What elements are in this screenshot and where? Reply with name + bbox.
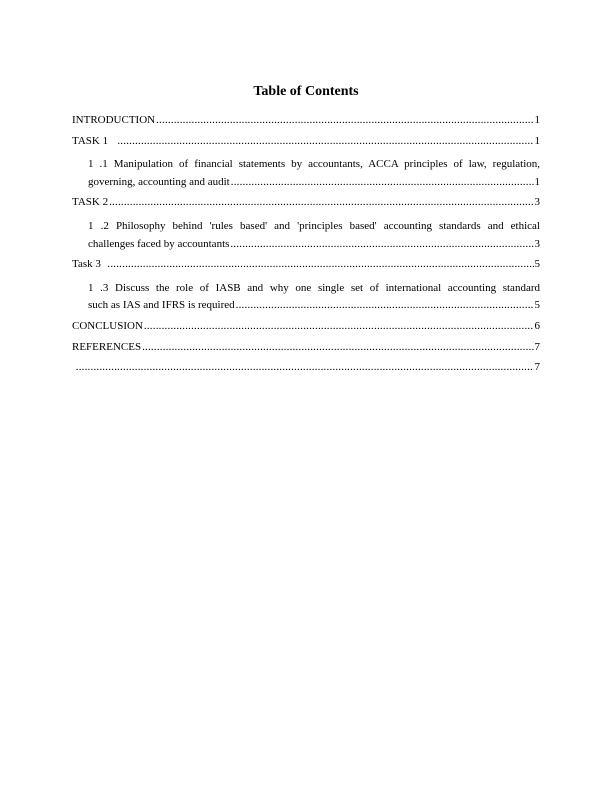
toc-entry-label: Task 3 (72, 258, 107, 271)
toc-entry-label: INTRODUCTION (72, 114, 156, 126)
toc-entry-page: 6 (534, 319, 540, 332)
toc-entry-page: 5 (534, 258, 540, 271)
dot-leader (236, 298, 534, 312)
toc-entry-page: 3 (534, 196, 540, 209)
toc-entry-page: 7 (534, 361, 540, 374)
toc-entry-line1: 1 .2 Philosophy behind 'rules based' and 'principles based' accounting standards and ethical (88, 219, 540, 232)
toc-title: Table of Contents (253, 84, 359, 99)
toc-entry-line1: 1 .3 Discuss the role of IASB and why one single set of international accounting standard (88, 281, 540, 294)
dot-leader (142, 340, 533, 354)
toc-entry-conclusion[interactable] (72, 319, 540, 340)
toc-entry-page: 1 (534, 175, 540, 188)
toc-entry-label: TASK 2 (72, 196, 109, 209)
toc-entry-label (72, 360, 75, 374)
dot-leader (76, 360, 534, 374)
toc-entry-page: 1 (534, 114, 540, 126)
toc-entry-page: 3 (534, 237, 540, 250)
toc-entry-blank[interactable] (72, 360, 540, 381)
dot-leader (109, 195, 533, 209)
toc-entry-line2 (88, 298, 540, 319)
toc-entry-task-3[interactable] (72, 257, 540, 278)
toc-entry-line1: 1 .1 Manipulation of financial statements by accountants, ACCA principles of law, regulation, (88, 158, 540, 171)
dot-leader (231, 175, 534, 189)
toc-entry-page: 1 (534, 134, 540, 147)
dot-leader (230, 237, 533, 251)
table-of-contents (72, 113, 540, 381)
toc-entry-line2 (88, 237, 540, 258)
toc-entry-task-2[interactable] (72, 195, 540, 216)
toc-entry-1-2[interactable] (72, 216, 540, 257)
toc-entry-label: REFERENCES (72, 340, 142, 353)
toc-entry-references[interactable] (72, 340, 540, 361)
dot-leader (144, 319, 534, 333)
toc-entry-label: such as IAS and IFRS is required (88, 299, 235, 312)
dot-leader (107, 257, 533, 271)
toc-entry-label: CONCLUSION (72, 319, 143, 332)
toc-entry-label: governing, accounting and audit (88, 175, 230, 188)
toc-entry-introduction[interactable] (72, 113, 540, 134)
toc-entry-1-1[interactable] (72, 154, 540, 195)
toc-entry-page: 7 (534, 340, 540, 353)
toc-entry-line2 (88, 175, 540, 196)
dot-leader (117, 134, 533, 148)
toc-entry-1-3[interactable] (72, 278, 540, 319)
toc-entry-task-1[interactable] (72, 134, 540, 155)
dot-leader (156, 113, 533, 127)
toc-entry-page: 5 (534, 299, 540, 312)
toc-entry-label: TASK 1 (72, 134, 117, 147)
toc-entry-label: challenges faced by accountants (88, 237, 230, 250)
